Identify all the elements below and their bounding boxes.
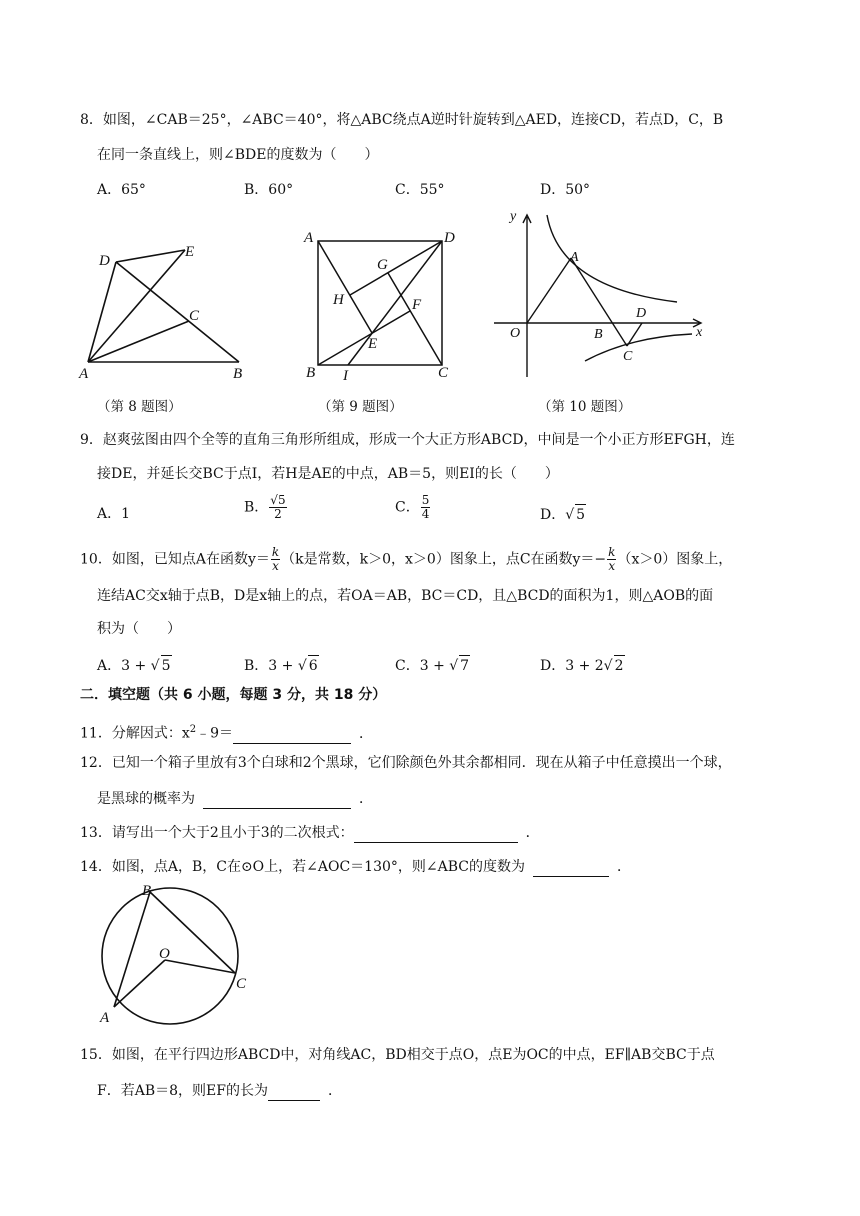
q11-number: 11． [80,725,112,742]
q9-text-line1: 赵爽弦图由四个全等的直角三角形所组成，形成一个大正方形ABCD，中间是一个小正方形EFGH，连 [102,432,735,448]
q11-answer-blank[interactable] [233,729,351,744]
fig9-label-c: C [438,365,449,381]
q10-line1: 10．如图，已知点A在函数y＝ $\frac{k}{x}$ （k是常数，k＞0，x＞0）图象上，点C在函数y＝− $\frac{k}{x}$ （x＞0）图象上， [80,545,733,573]
fig14-label-a: A [100,1010,110,1026]
q10-fraction-2: $\frac{k}{x}$ [608,545,616,573]
q12-line1: 12．已知一个箱子里放有3个白球和2个黑球，它们除颜色外其余都相同．现在从箱子中任意摸出一个球， [80,755,732,771]
section-fill-in-heading: 二．填空题（共 6 小题，每题 3 分，共 18 分） [80,687,387,703]
q8-line1 [80,110,723,130]
fig8-label-d: D [99,253,110,269]
q10-line3: 积为（ ） [97,621,181,637]
q9-option-b-fraction: $\frac{√5}{2}$ [270,493,286,521]
fig10-label-a: A [570,250,579,265]
q14-number: 14． [80,859,112,875]
q8-option-d: D．50° [540,182,591,198]
fig10-label-d: D [636,306,647,321]
q8-text-line2: 在同一条直线上，则∠BDE的度数为（ ） [97,147,379,163]
q12-number: 12． [80,755,112,771]
q15-line1: 15．如图，在平行四边形ABCD中，对角线AC，BD相交于点O，点E为OC的中点，EF∥AB交BC于点 [80,1047,715,1063]
q8-option-b: B．60° [244,182,294,198]
q10-option-b: B．3 + √ 6 [244,655,319,676]
fig10-label-y: y [510,209,517,224]
fig14-label-c: C [236,976,247,992]
fig10-label-x: x [696,325,703,340]
q9-line2 [97,464,559,484]
fig9-label-e: E [368,336,378,352]
fig10-label-c: C [623,349,633,364]
q10-option-a: A．3 + √ 5 [97,655,172,676]
q9-option-c: C． $\frac{5}{4}$ [395,493,430,521]
q10-option-d: D．3 + 2√ 2 [540,655,625,676]
q13-line: 13．请写出一个大于2且小于3的二次根式： ． [80,825,540,841]
q12-line2: 是黑球的概率为 ． [97,791,373,807]
q8-text-line1: 如图，∠CAB＝25°，∠ABC＝40°，将△ABC绕点A逆时针旋转到△AED，连接CD，若点D，C，B [102,112,724,128]
fig9-label-a: A [304,230,314,246]
fig10-caption: （第 10 题图） [538,399,632,415]
q8-line2 [97,145,378,165]
fig9-label-h: H [333,292,344,308]
fig10-label-o: O [510,326,521,341]
q9-line1 [80,430,735,450]
q8-option-a: A．65° [97,182,146,198]
fig9-label-i: I [343,368,348,384]
figure-10 [490,203,715,383]
fig8-label-e: E [185,244,195,260]
fig9-label-g: G [377,257,388,273]
q15-number: 15． [80,1047,112,1063]
q9-option-a: A．1 [97,506,131,522]
figure-8 [75,238,255,383]
fig8-label-a: A [79,366,89,382]
fig9-label-f: F [412,297,422,313]
q9-option-d: D．√ 5 [540,504,586,525]
fig8-label-b: B [233,366,243,382]
q14-answer-blank[interactable] [533,862,609,877]
q10-option-c: C．3 + √ 7 [395,655,470,676]
figure-9 [298,225,463,385]
fig9-caption: （第 9 题图） [318,399,403,415]
q12-answer-blank[interactable] [203,794,351,809]
fig8-caption: （第 8 题图） [97,399,182,415]
q13-answer-blank[interactable] [354,828,518,843]
q9-option-b: B． $\frac{√5}{2}$ [244,493,286,521]
fig10-label-b: B [594,327,603,342]
q10-number: 10． [80,551,112,568]
fig9-label-d: D [444,230,455,246]
q8-option-c: C．55° [395,182,445,198]
q15-line2: F．若AB＝8，则EF的长为 ． [97,1083,342,1099]
q14-line: 14．如图，点A，B，C在⊙O上，若∠AOC＝130°，则∠ABC的度数为 ． [80,859,631,875]
q11-line: 11．分解因式：$x^2﹣9=$ ． [80,724,374,742]
fig14-label-o: O [159,946,170,962]
q15-answer-blank[interactable] [268,1086,320,1101]
q10-line2: 连结AC交x轴于点B，D是x轴上的点，若OA＝AB，BC＝CD，且△BCD的面积为1，则△AOB的面 [97,588,714,604]
fig8-label-c: C [189,308,200,324]
q9-number: 9． [80,432,103,448]
q8-number: 8． [80,112,103,128]
figure-14 [92,882,257,1032]
fig9-label-b: B [306,365,316,381]
q13-number: 13． [80,825,112,841]
fig14-label-b: B [142,883,152,899]
q9-option-c-fraction: $\frac{5}{4}$ [421,493,430,521]
q10-fraction-1: $\frac{k}{x}$ [271,545,280,573]
q9-text-line2: 接DE，并延长交BC于点I，若H是AE的中点，AB＝5，则EI的长（ ） [97,466,559,482]
